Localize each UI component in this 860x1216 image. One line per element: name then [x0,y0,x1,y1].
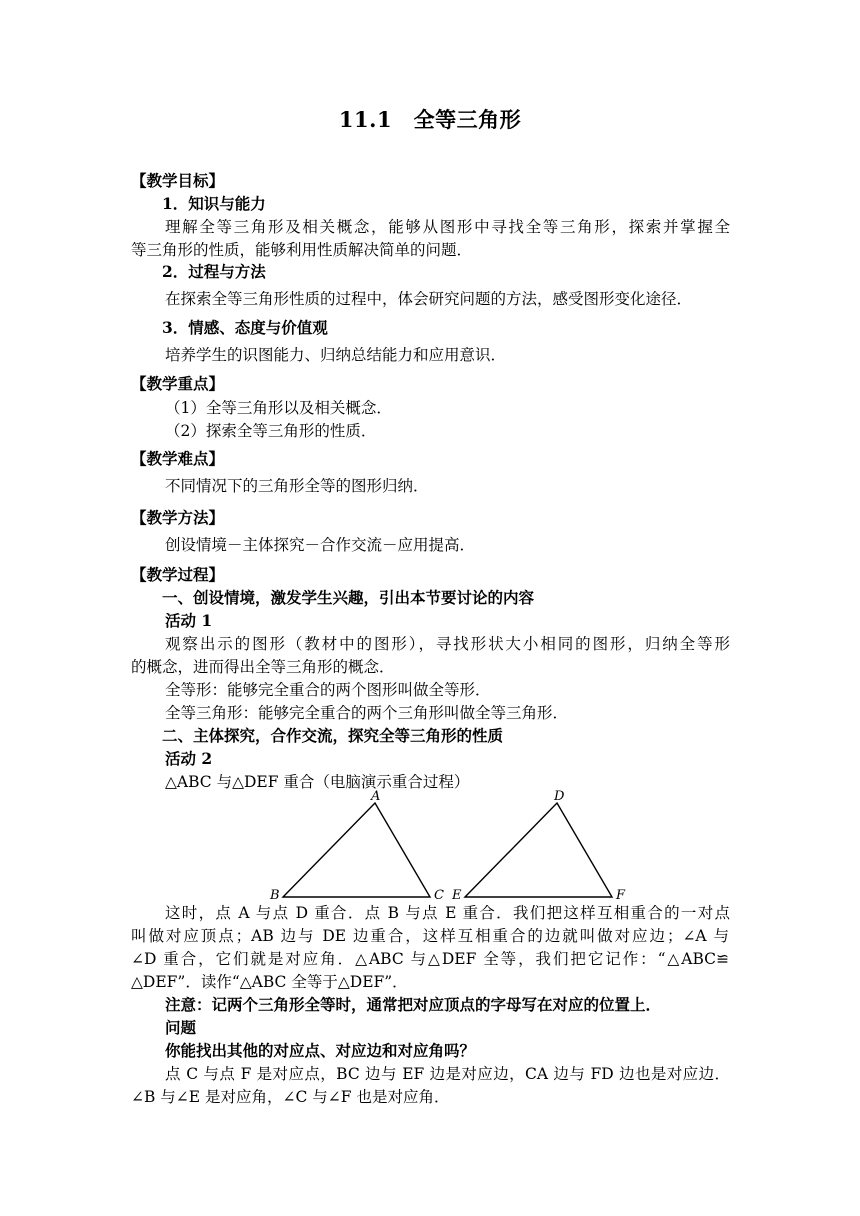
knowledge-text-line1: 理解全等三角形及相关概念，能够从图形中寻找全等三角形，探索并掌握全 [165,218,730,236]
paragraph-correspondence-line3: ∠D 重合，它们就是对应角．△ABC 与△DEF 全等，我们把它记作：“△ABC≌ [131,950,729,968]
activity1-text-line1: 观察出示的图形（教材中的图形），寻找形状大小相同的图形，归纳全等形 [165,635,730,653]
paragraph-correspondence-line4: △DEF”．读作“△ABC 全等于△DEF”． [131,973,408,991]
key-points-heading: 【教学重点】 [131,374,225,393]
answer-line2: ∠B 与∠E 是对应角，∠C 与∠F 也是对应角． [131,1088,450,1106]
definition-congruent-figures: 全等形：能够完全重合的两个图形叫做全等形． [165,681,491,699]
answer-line1: 点 C 与点 F 是对应点，BC 边与 EF 边是对应边，CA 边与 FD 边也是对应边． [165,1065,730,1083]
key-point-2: （2）探索全等三角形的性质． [165,422,377,440]
label-a: A [371,789,381,804]
label-f: F [616,888,626,903]
section-attitude-heading: 3．情感、态度与价值观 [162,318,328,337]
attitude-text: 培养学生的识图能力、归纳总结能力和应用意识． [165,346,507,364]
part2-heading: 二、主体探究，合作交流，探究全等三角形的性质 [162,726,504,745]
difficulties-heading: 【教学难点】 [131,449,225,468]
activity1-text-line2: 的概念，进而得出全等三角形的概念． [131,658,395,676]
definition-congruent-triangles: 全等三角形：能够完全重合的两个三角形叫做全等三角形． [165,704,569,722]
methods-heading: 【教学方法】 [131,508,225,527]
triangle-abc [269,789,444,903]
methods-text: 创设情境－主体探究－合作交流－应用提高． [165,536,476,554]
label-b: B [270,888,280,903]
label-e: E [452,888,462,903]
question-label: 问题 [165,1018,197,1037]
activity1-label: 活动 1 [165,611,213,630]
label-c: C [434,888,444,903]
knowledge-text-line2: 等三角形的性质，能够利用性质解决简单的问题． [131,241,473,259]
page-title: 11.1 全等三角形 [338,107,522,132]
note-text: 注意：记两个三角形全等时，通常把对应顶点的字母写在对应的位置上． [165,995,662,1014]
question-text: 你能找出其他的对应点、对应边和对应角吗？ [165,1041,476,1060]
process-heading: 【教学过程】 [131,565,225,584]
activity2-label: 活动 2 [165,749,213,768]
key-point-1: （1）全等三角形以及相关概念． [165,399,392,417]
paragraph-correspondence-line2: 叫做对应顶点；AB 边与 DE 边重合，这样互相重合的边就叫做对应边；∠A 与 [131,927,729,945]
triangle-def [451,789,626,903]
activity2-intro: △ABC 与△DEF 重合（电脑演示重合过程） [165,773,470,791]
objectives-heading: 【教学目标】 [131,171,225,190]
paragraph-correspondence-line1: 这时，点 A 与点 D 重合．点 B 与点 E 重合．我们把这样互相重合的一对点 [165,904,730,922]
part1-heading: 一、创设情境，激发学生兴趣，引出本节要讨论的内容 [162,588,535,607]
section-knowledge-heading: 1．知识与能力 [162,194,266,213]
process-text: 在探索全等三角形性质的过程中，体会研究问题的方法，感受图形变化途径． [165,290,693,308]
difficulties-text: 不同情况下的三角形全等的图形归纳． [165,477,429,495]
section-process-heading: 2．过程与方法 [162,262,266,281]
label-d: D [554,789,565,804]
